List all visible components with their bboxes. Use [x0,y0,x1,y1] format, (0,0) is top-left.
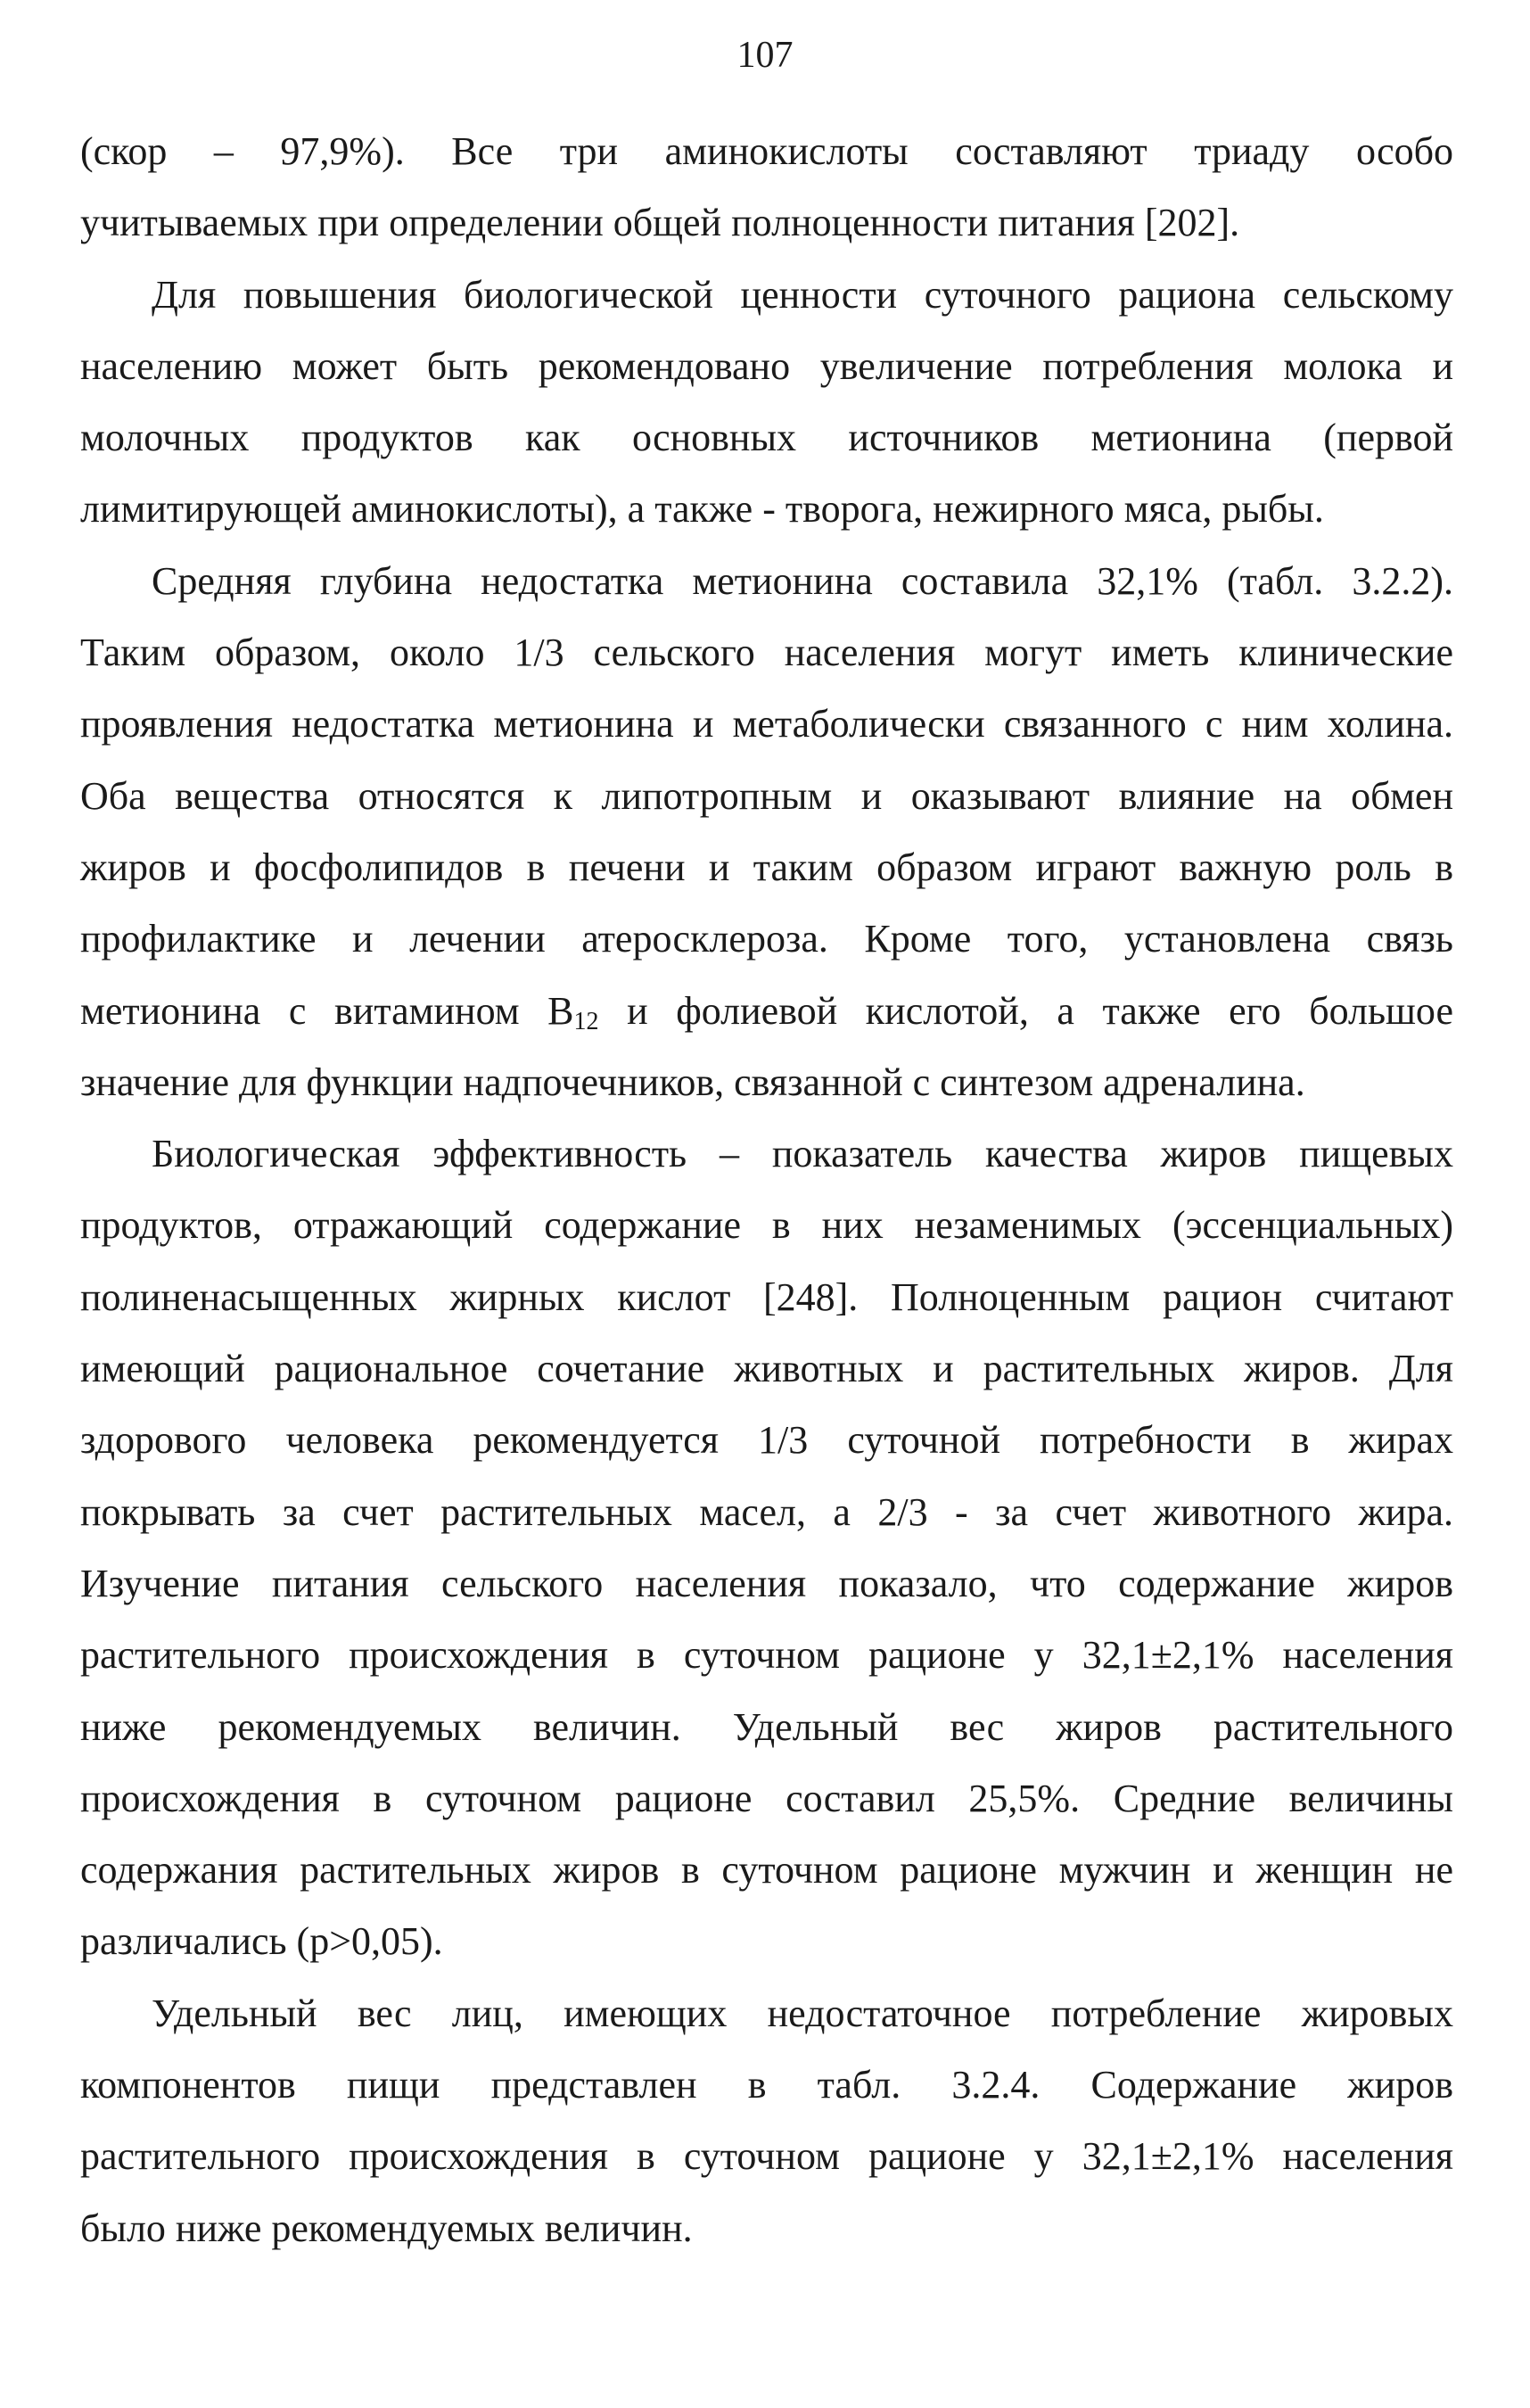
text-line: проявления недостатка метионина и метаболически связанного с ним холина. [80,702,1453,746]
text-line: содержания растительных жиров в суточном рационе мужчин и женщин не [80,1848,1453,1893]
text-line: профилактике и лечении атеросклероза. Кроме того, установлена связь [80,917,1453,961]
text-line: растительного происхождения в суточном рационе у 32,1±2,1% населения [80,2134,1453,2179]
text-line: Оба вещества относятся к липотропным и оказывают влияние на обмен [80,773,1453,818]
text-fragment: и фолиевой кислотой, а также его большое [598,988,1453,1033]
text-line: молочных продуктов как основных источников метионина (первой [80,416,1453,460]
text-line: покрывать за счет растительных масел, а 2/3 - за счет животного жира. [80,1489,1453,1534]
paragraph [80,260,1453,546]
text-line: растительного происхождения в суточном рационе у 32,1±2,1% населения [80,1633,1453,1678]
text-line: компонентов пищи представлен в табл. 3.2.4. Содержание жиров [80,2063,1453,2107]
paragraph [80,1118,1453,1978]
text-line: Удельный вес лиц, имеющих недостаточное потребление жировых [152,1991,1453,2035]
paragraph [80,546,1453,1118]
page-number: 107 [736,35,794,76]
paragraph [80,1978,1453,2264]
text-line: было ниже рекомендуемых величин. [80,2206,693,2250]
text-line [80,976,1453,1047]
text-line: значение для функции надпочечников, связанной с синтезом адреналина. [80,1060,1305,1104]
text-line: (скор – 97,9%). Все три аминокислоты составляют триаду особо [80,129,1453,173]
subscript: 12 [573,1007,599,1035]
text-line: населению может быть рекомендовано увеличение потребления молока и [80,343,1453,388]
text-fragment: метионина с витамином В [80,988,574,1033]
text-line: Биологическая эффективность – показатель качества жиров пищевых [152,1132,1453,1176]
text-line: здорового человека рекомендуется 1/3 суточной потребности в жирах [80,1418,1453,1463]
text-line: Средняя глубина недостатка метионина составила 32,1% (табл. 3.2.2). [152,558,1453,603]
text-line: Изучение питания сельского населения показало, что содержание жиров [80,1561,1453,1605]
text-line: различались (р>0,05). [80,1919,443,1964]
text-line: учитываемых при определении общей полноценности питания [202]. [80,201,1240,245]
text-line: имеющий рациональное сочетание животных и растительных жиров. Для [80,1347,1453,1391]
text-line: продуктов, отражающий содержание в них незаменимых (эссенциальных) [80,1203,1453,1248]
text-body [80,116,1453,2264]
text-line: Таким образом, около 1/3 сельского населения могут иметь клинические [80,631,1453,675]
text-line: происхождения в суточном рационе составил 25,5%. Средние величины [80,1776,1453,1820]
text-line: ниже рекомендуемых величин. Удельный вес жиров растительного [80,1704,1453,1749]
paragraph [80,116,1453,260]
text-line: полиненасыщенных жирных кислот [248]. Полноценным рацион считают [80,1274,1453,1319]
text-line: жиров и фосфолипидов в печени и таким образом играют важную роль в [80,845,1453,889]
text-line: лимитирующей аминокислоты), а также - творога, нежирного мяса, рыбы. [80,487,1324,532]
text-line: Для повышения биологической ценности суточного рациона сельскому [152,272,1453,317]
